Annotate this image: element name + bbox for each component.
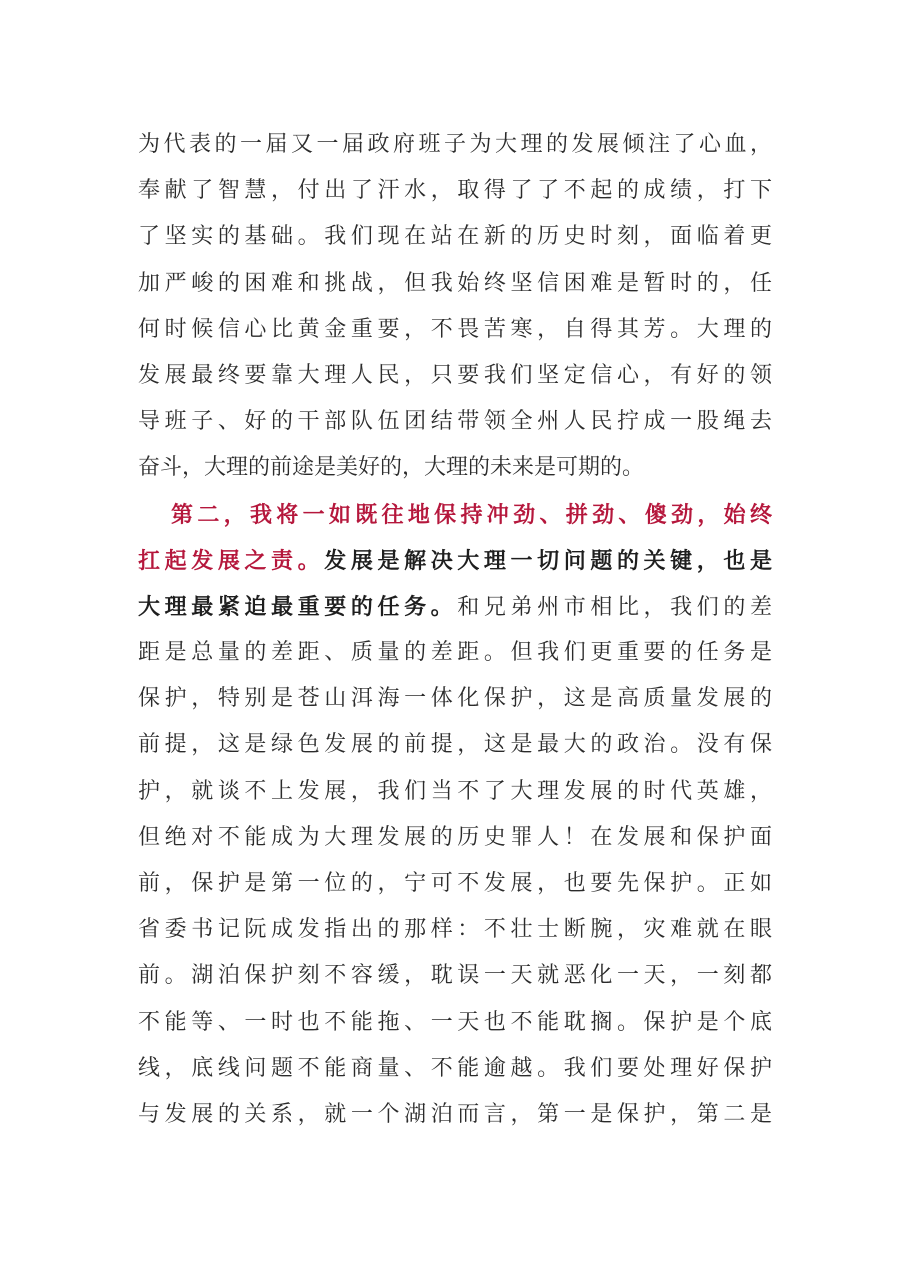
text-line: 加严峻的困难和挑战，但我始终坚信困难是暂时的，任: [138, 270, 772, 296]
text-line: 导班子、好的干部队伍团结带领全州人民拧成一股绳去: [138, 409, 772, 435]
text-line: 发展最终要靠大理人民，只要我们坚定信心，有好的领: [138, 362, 772, 388]
text-line: 为代表的一届又一届政府班子为大理的发展倾注了心血，: [138, 132, 772, 157]
heading-line: [138, 538, 772, 584]
paragraph-2: [138, 492, 772, 1139]
text-line: 但绝对不能成为大理发展的历史罪人！在发展和保护面: [138, 824, 772, 850]
text-line: 护，就谈不上发展，我们当不了大理发展的时代英雄，: [138, 778, 772, 804]
text-line: 奋斗，大理的前途是美好的，大理的未来是可期的。: [138, 455, 645, 481]
mixed-line: [138, 584, 772, 630]
text-line: 保护，特别是苍山洱海一体化保护，这是高质量发展的: [138, 686, 772, 712]
text-line: 距是总量的差距、质量的差距。但我们更重要的任务是: [138, 640, 772, 666]
text-line: 前提，这是绿色发展的前提，这是最大的政治。没有保: [138, 732, 772, 758]
text-line: 前。湖泊保护刻不容缓，耽误一天就恶化一天，一刻都: [138, 963, 772, 989]
key-statement-end: 大理最紧迫最重要的任务。: [138, 593, 458, 620]
key-statement: 发展是解决大理一切问题的关键，也是: [324, 547, 772, 574]
heading-line: [138, 492, 772, 538]
body-text: 和兄弟州市相比，我们的差: [457, 594, 772, 620]
text-line: 线，底线问题不能商量、不能逾越。我们要处理好保护: [138, 1055, 772, 1081]
text-line: 何时候信心比黄金重要，不畏苦寒，自得其芳。大理的: [138, 316, 772, 342]
text-line: 奉献了智慧，付出了汗水，取得了了不起的成绩，打下: [138, 178, 772, 204]
text-line: 省委书记阮成发指出的那样：不壮士断腕，灾难就在眼: [138, 917, 772, 943]
text-line: 前，保护是第一位的，宁可不发展，也要先保护。正如: [138, 871, 772, 896]
text-line: 不能等、一时也不能拖、一天也不能耽搁。保护是个底: [138, 1009, 772, 1035]
text-line: 了坚实的基础。我们现在站在新的历史时刻，面临着更: [138, 224, 772, 250]
text-line: 与发展的关系，就一个湖泊而言，第一是保护，第二是: [138, 1101, 772, 1127]
section-heading: 第二，我将一如既往地保持冲劲、拼劲、傻劲，始终: [171, 501, 772, 528]
section-heading-end: 扛起发展之责。: [138, 547, 325, 574]
paragraph-1: [138, 122, 772, 492]
document-page: [138, 122, 772, 1138]
